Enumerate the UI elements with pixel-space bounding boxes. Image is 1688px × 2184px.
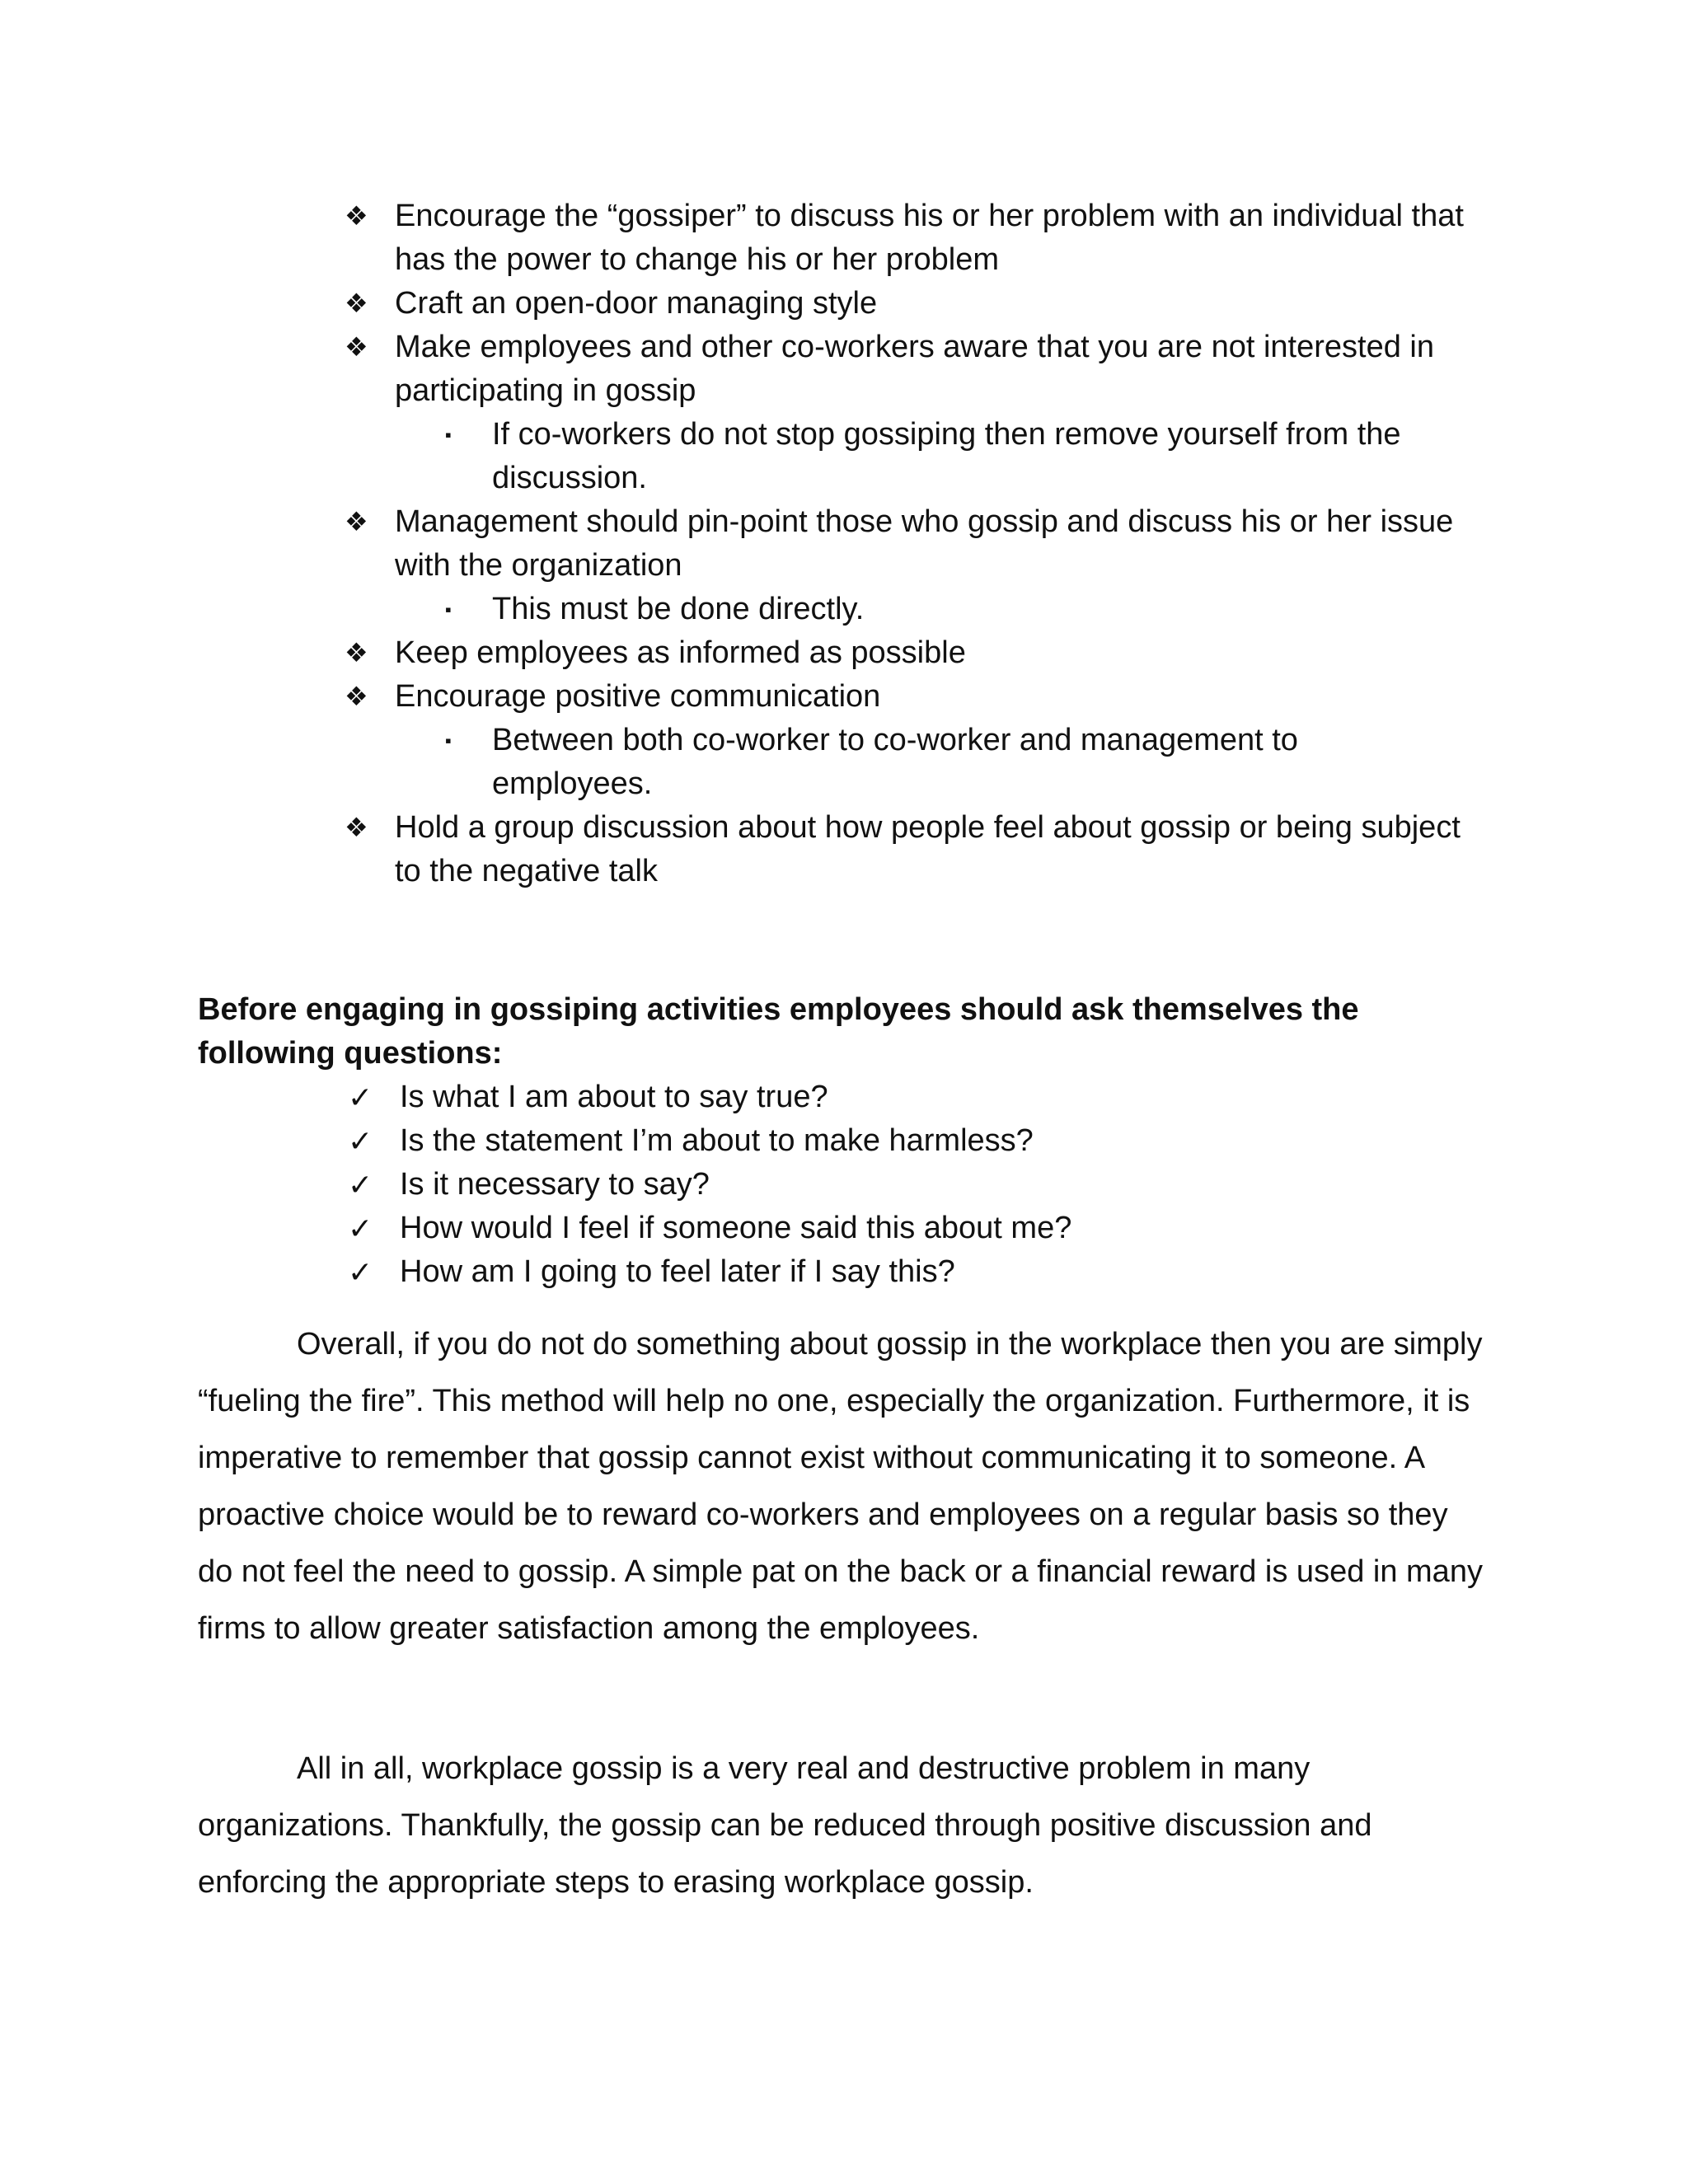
bullet-item	[0, 675, 1466, 719]
checkmark-icon: ✓	[348, 1212, 373, 1245]
body-paragraph	[198, 1316, 1488, 1657]
bullet-item	[0, 806, 1466, 893]
conclusion-paragraph	[198, 1741, 1488, 1911]
diamond-bullet-icon: ❖	[345, 638, 368, 668]
checklist-text: How am I going to feel later if I say this?	[400, 1254, 955, 1289]
checklist-text: Is it necessary to say?	[400, 1167, 710, 1202]
bullet-text: Encourage the “gossiper” to discuss his or her problem with an individual that has the power to change his or her problem	[395, 199, 1464, 277]
diamond-bullet-icon: ❖	[345, 201, 368, 231]
bullet-item	[0, 326, 1466, 413]
diamond-bullet-icon: ❖	[345, 332, 368, 362]
checkmark-icon: ✓	[348, 1255, 373, 1289]
bullet-text: Craft an open-door managing style	[395, 286, 878, 321]
checklist-item	[0, 1250, 1688, 1294]
paragraph-text: Overall, if you do not do something about gossip in the workplace then you are simply “fueling the fire”. This method will help no one, especially the organization. Furthermore, it is imperative to remember that gossip cannot exist without communicating it to someone. A proactive choice would be to reward co-workers and employees on a regular basis so they do not feel the need to gossip. A simple pat on the back or a financial reward is used in many firms to allow greater satisfaction among the employees.	[198, 1327, 1483, 1646]
checkmark-icon: ✓	[348, 1080, 373, 1114]
diamond-bullet-icon: ❖	[345, 507, 368, 537]
checkmark-icon: ✓	[348, 1168, 373, 1202]
sub-bullet-item	[0, 413, 1465, 500]
bullet-text: Keep employees as informed as possible	[395, 635, 966, 670]
bullet-list	[0, 194, 1688, 893]
sub-bullet-item	[0, 588, 1465, 631]
checklist-item	[0, 1119, 1688, 1163]
bullet-text: Make employees and other co-workers aware that you are not interested in participating in gossip	[395, 330, 1434, 408]
checklist-item	[0, 1076, 1688, 1119]
checkmark-icon: ✓	[348, 1124, 373, 1158]
bullet-text: This must be done directly.	[492, 592, 865, 626]
square-bullet-icon: ▪	[445, 730, 452, 751]
bullet-text: Management should pin-point those who gossip and discuss his or her issue with the organization	[395, 504, 1454, 583]
checklist	[0, 1076, 1688, 1294]
checklist-text: How would I feel if someone said this about me?	[400, 1211, 1072, 1245]
bullet-item	[0, 500, 1466, 588]
bullet-item	[0, 631, 1466, 675]
diamond-bullet-icon: ❖	[345, 288, 368, 318]
sub-bullet-item	[0, 719, 1465, 806]
section-heading: Before engaging in gossiping activities employees should ask themselves the following questions:	[198, 992, 1359, 1071]
checklist-text: Is the statement I’m about to make harmless?	[400, 1123, 1034, 1158]
checklist-item	[0, 1207, 1688, 1250]
paragraph-text: All in all, workplace gossip is a very real and destructive problem in many organizations. Thankfully, the gossip can be reduced through positive discussion and enforcing the appropriate steps to erasing workplace gossip.	[198, 1751, 1372, 1900]
square-bullet-icon: ▪	[445, 424, 452, 445]
checklist-text: Is what I am about to say true?	[400, 1080, 828, 1114]
checklist-item	[0, 1163, 1688, 1207]
bullet-item	[0, 282, 1466, 326]
square-bullet-icon: ▪	[445, 599, 452, 620]
bullet-text: Hold a group discussion about how people feel about gossip or being subject to the negative talk	[395, 810, 1461, 888]
bullet-text: Between both co-worker to co-worker and management to employees.	[492, 723, 1298, 801]
bullet-text: Encourage positive communication	[395, 679, 881, 714]
diamond-bullet-icon: ❖	[345, 682, 368, 711]
diamond-bullet-icon: ❖	[345, 813, 368, 842]
bullet-item	[0, 194, 1466, 282]
bullet-text: If co-workers do not stop gossiping then remove yourself from the discussion.	[492, 417, 1401, 495]
